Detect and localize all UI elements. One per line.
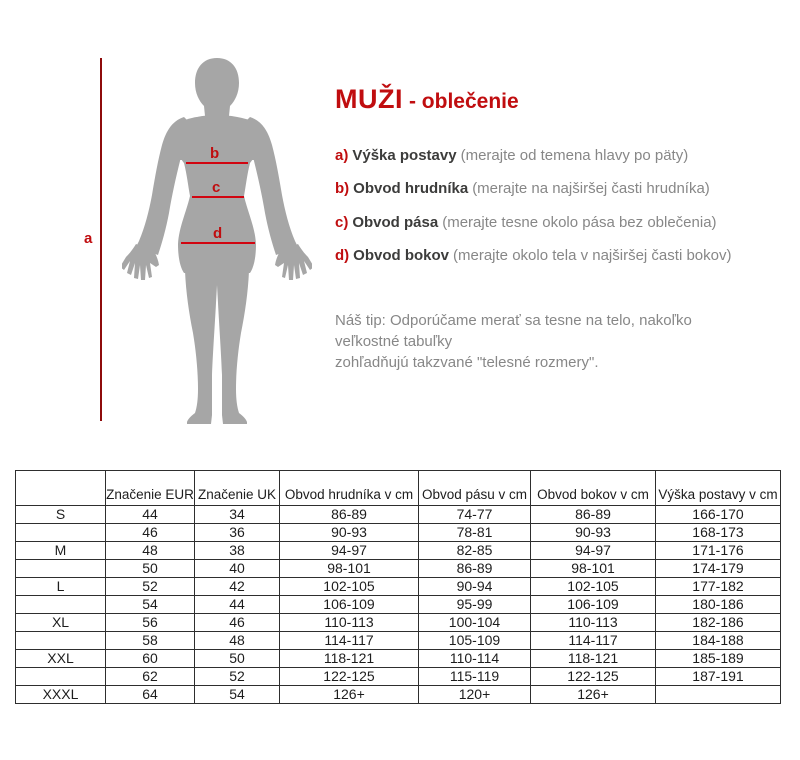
table-cell: 52 (106, 578, 195, 596)
table-cell: 118-121 (531, 650, 656, 668)
column-header: Značenie EUR (106, 471, 195, 506)
measure-desc: (merajte od temena hlavy po päty) (460, 147, 689, 164)
measure-term: Obvod hrudníka (353, 180, 469, 197)
table-cell: 46 (195, 614, 280, 632)
measure-desc: (merajte tesne okolo pása bez oblečenia) (442, 214, 717, 231)
column-header: Výška postavy v cm (656, 471, 781, 506)
table-cell: 52 (195, 668, 280, 686)
size-label-cell (16, 596, 106, 614)
measure-marker-b: b (210, 145, 220, 162)
table-cell: 102-105 (531, 578, 656, 596)
table-cell: 90-93 (531, 524, 656, 542)
size-label-cell: L (16, 578, 106, 596)
measure-desc: (merajte na najširšej časti hrudníka) (472, 180, 710, 197)
size-label-cell: M (16, 542, 106, 560)
table-cell: 98-101 (280, 560, 419, 578)
table-row (16, 596, 781, 614)
table-cell: 62 (106, 668, 195, 686)
measure-desc: (merajte okolo tela v najširšej časti bokov) (453, 247, 732, 264)
page-title (335, 84, 519, 115)
table-cell: 58 (106, 632, 195, 650)
column-header: Obvod pásu v cm (419, 471, 531, 506)
table-cell: 82-85 (419, 542, 531, 560)
table-cell: 56 (106, 614, 195, 632)
body-figure-diagram (0, 0, 330, 460)
table-cell: 44 (195, 596, 280, 614)
table-cell: 174-179 (656, 560, 781, 578)
table-cell: 187-191 (656, 668, 781, 686)
table-cell: 114-117 (280, 632, 419, 650)
measure-key: b) (335, 180, 350, 197)
measuring-tip-line1: Náš tip: Odporúčame merať sa tesne na telo, nakoľko veľkostné tabuľky (335, 312, 692, 350)
table-row (16, 668, 781, 686)
table-cell: 34 (195, 506, 280, 524)
size-table-body (16, 506, 781, 704)
table-cell: 106-109 (280, 596, 419, 614)
measure-legend-item-b (335, 180, 710, 198)
measure-marker-a: a (84, 230, 93, 247)
table-row (16, 524, 781, 542)
table-row (16, 542, 781, 560)
table-row (16, 686, 781, 704)
table-row (16, 560, 781, 578)
size-label-cell: XL (16, 614, 106, 632)
table-cell: 106-109 (531, 596, 656, 614)
table-cell: 100-104 (419, 614, 531, 632)
table-cell: 166-170 (656, 506, 781, 524)
table-row (16, 614, 781, 632)
table-cell: 50 (106, 560, 195, 578)
measure-legend-item-d (335, 247, 731, 265)
size-label-cell (16, 560, 106, 578)
column-header: Značenie UK (195, 471, 280, 506)
page-title-main: MUŽI (335, 84, 403, 114)
measuring-tip (335, 310, 745, 373)
table-cell: 115-119 (419, 668, 531, 686)
table-cell: 44 (106, 506, 195, 524)
table-cell: 110-114 (419, 650, 531, 668)
table-cell: 78-81 (419, 524, 531, 542)
column-header: Obvod hrudníka v cm (280, 471, 419, 506)
measure-marker-c: c (212, 179, 221, 196)
size-label-cell (16, 632, 106, 650)
table-cell: 46 (106, 524, 195, 542)
table-row (16, 632, 781, 650)
table-row (16, 578, 781, 596)
table-cell: 74-77 (419, 506, 531, 524)
table-cell: 95-99 (419, 596, 531, 614)
table-cell: 122-125 (531, 668, 656, 686)
table-cell: 60 (106, 650, 195, 668)
table-cell: 168-173 (656, 524, 781, 542)
measure-term: Obvod pása (352, 214, 439, 231)
measure-line-a (100, 58, 102, 421)
table-row (16, 650, 781, 668)
table-cell: 184-188 (656, 632, 781, 650)
size-label-cell: XXL (16, 650, 106, 668)
table-cell (656, 686, 781, 704)
column-header (16, 471, 106, 506)
table-cell: 64 (106, 686, 195, 704)
table-cell: 126+ (531, 686, 656, 704)
table-cell: 110-113 (531, 614, 656, 632)
table-cell: 98-101 (531, 560, 656, 578)
table-cell: 114-117 (531, 632, 656, 650)
size-label-cell: S (16, 506, 106, 524)
measure-legend-item-a (335, 147, 688, 165)
measure-key: a) (335, 147, 349, 164)
table-cell: 90-93 (280, 524, 419, 542)
table-cell: 54 (195, 686, 280, 704)
table-cell: 122-125 (280, 668, 419, 686)
table-cell: 36 (195, 524, 280, 542)
page-title-sub: - oblečenie (408, 90, 519, 113)
table-cell: 171-176 (656, 542, 781, 560)
table-cell: 110-113 (280, 614, 419, 632)
table-cell: 94-97 (531, 542, 656, 560)
table-cell: 105-109 (419, 632, 531, 650)
table-cell: 54 (106, 596, 195, 614)
table-cell: 102-105 (280, 578, 419, 596)
column-header: Obvod bokov v cm (531, 471, 656, 506)
measure-term: Obvod bokov (353, 247, 450, 264)
table-cell: 38 (195, 542, 280, 560)
measure-legend-item-c (335, 214, 717, 232)
size-label-cell: XXXL (16, 686, 106, 704)
table-cell: 177-182 (656, 578, 781, 596)
table-cell: 182-186 (656, 614, 781, 632)
table-cell: 86-89 (280, 506, 419, 524)
measuring-tip-line2: zohľadňujú takzvané "telesné rozmery". (335, 354, 599, 371)
size-label-cell (16, 668, 106, 686)
size-table-header-row (16, 471, 781, 506)
table-cell: 40 (195, 560, 280, 578)
table-cell: 185-189 (656, 650, 781, 668)
table-cell: 42 (195, 578, 280, 596)
table-cell: 48 (106, 542, 195, 560)
table-cell: 50 (195, 650, 280, 668)
table-cell: 120+ (419, 686, 531, 704)
measure-term: Výška postavy (352, 147, 457, 164)
table-cell: 126+ (280, 686, 419, 704)
size-table (15, 470, 781, 704)
measure-line-c (192, 196, 244, 198)
table-cell: 86-89 (419, 560, 531, 578)
measure-line-d (181, 242, 255, 244)
table-cell: 48 (195, 632, 280, 650)
measure-key: d) (335, 247, 350, 264)
table-row (16, 506, 781, 524)
size-label-cell (16, 524, 106, 542)
table-cell: 118-121 (280, 650, 419, 668)
measure-key: c) (335, 214, 349, 231)
table-cell: 90-94 (419, 578, 531, 596)
measure-line-b (186, 162, 248, 164)
table-cell: 86-89 (531, 506, 656, 524)
measure-marker-d: d (213, 225, 223, 242)
table-cell: 180-186 (656, 596, 781, 614)
table-cell: 94-97 (280, 542, 419, 560)
